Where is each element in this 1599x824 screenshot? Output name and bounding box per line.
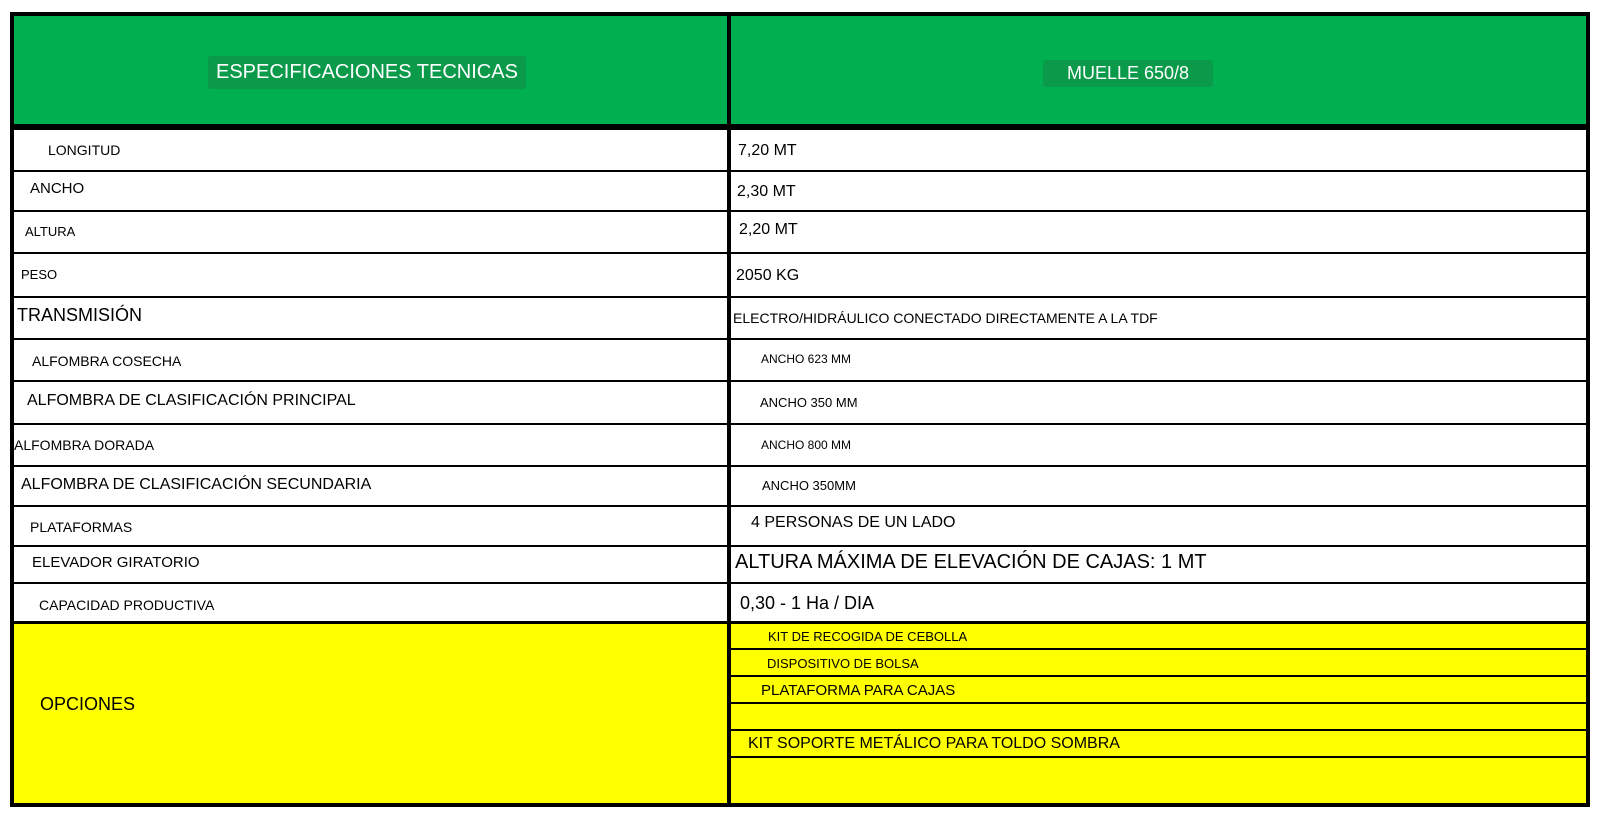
table-row <box>14 254 1586 298</box>
row-value: 2,20 MT <box>739 221 798 238</box>
row-label: ALFOMBRA DE CLASIFICACIÓN SECUNDARIA <box>21 476 372 493</box>
row-label: ELEVADOR GIRATORIO <box>32 554 200 571</box>
header-title-left: ESPECIFICACIONES TECNICAS <box>208 56 526 89</box>
table-row <box>14 172 1586 212</box>
table-row <box>14 467 1586 507</box>
table-row <box>14 212 1586 254</box>
table-header <box>14 16 1586 130</box>
table-row <box>14 340 1586 382</box>
row-value: ALTURA MÁXIMA DE ELEVACIÓN DE CAJAS: 1 MT <box>735 551 1207 573</box>
table-row <box>14 507 1586 547</box>
row-value: 2,30 MT <box>737 183 796 200</box>
row-value: 7,20 MT <box>738 142 797 159</box>
table-row <box>14 584 1586 624</box>
table-row <box>14 130 1586 172</box>
row-label: ANCHO <box>30 180 85 197</box>
table-row <box>14 382 1586 425</box>
option-item: PLATAFORMA PARA CAJAS <box>731 677 1586 704</box>
row-label: ALFOMBRA DE CLASIFICACIÓN PRINCIPAL <box>27 392 356 409</box>
row-label: TRANSMISIÓN <box>17 305 143 325</box>
options-label: OPCIONES <box>40 694 136 714</box>
row-value: 4 PERSONAS DE UN LADO <box>751 514 956 531</box>
option-item <box>731 758 1586 784</box>
options-section <box>14 624 1586 803</box>
table-row <box>14 298 1586 340</box>
row-value: 0,30 - 1 Ha / DIA <box>740 593 875 613</box>
spec-table <box>10 12 1590 807</box>
row-value: ANCHO 350MM <box>762 478 856 493</box>
row-value: 2050 KG <box>736 267 800 284</box>
header-title-right: MUELLE 650/8 <box>1043 60 1213 87</box>
option-item <box>731 704 1586 731</box>
row-label: PLATAFORMAS <box>30 519 133 535</box>
row-label: CAPACIDAD PRODUCTIVA <box>39 597 215 613</box>
option-item: DISPOSITIVO DE BOLSA <box>731 650 1586 677</box>
row-label: LONGITUD <box>48 142 121 158</box>
table-row <box>14 425 1586 467</box>
row-value: ELECTRO/HIDRÁULICO CONECTADO DIRECTAMENTE A LA TDF <box>733 310 1158 326</box>
option-item: KIT SOPORTE METÁLICO PARA TOLDO SOMBRA <box>731 731 1586 758</box>
row-label: PESO <box>21 267 58 282</box>
table-row <box>14 547 1586 584</box>
row-value: ANCHO 800 MM <box>761 438 852 452</box>
column-divider <box>727 16 731 803</box>
row-label: ALTURA <box>25 224 76 239</box>
row-label: ALFOMBRA COSECHA <box>32 353 182 369</box>
option-item: KIT DE RECOGIDA DE CEBOLLA <box>731 624 1586 650</box>
row-value: ANCHO 623 MM <box>761 352 852 366</box>
row-label: ALFOMBRA DORADA <box>14 437 155 453</box>
row-value: ANCHO 350 MM <box>760 395 858 410</box>
